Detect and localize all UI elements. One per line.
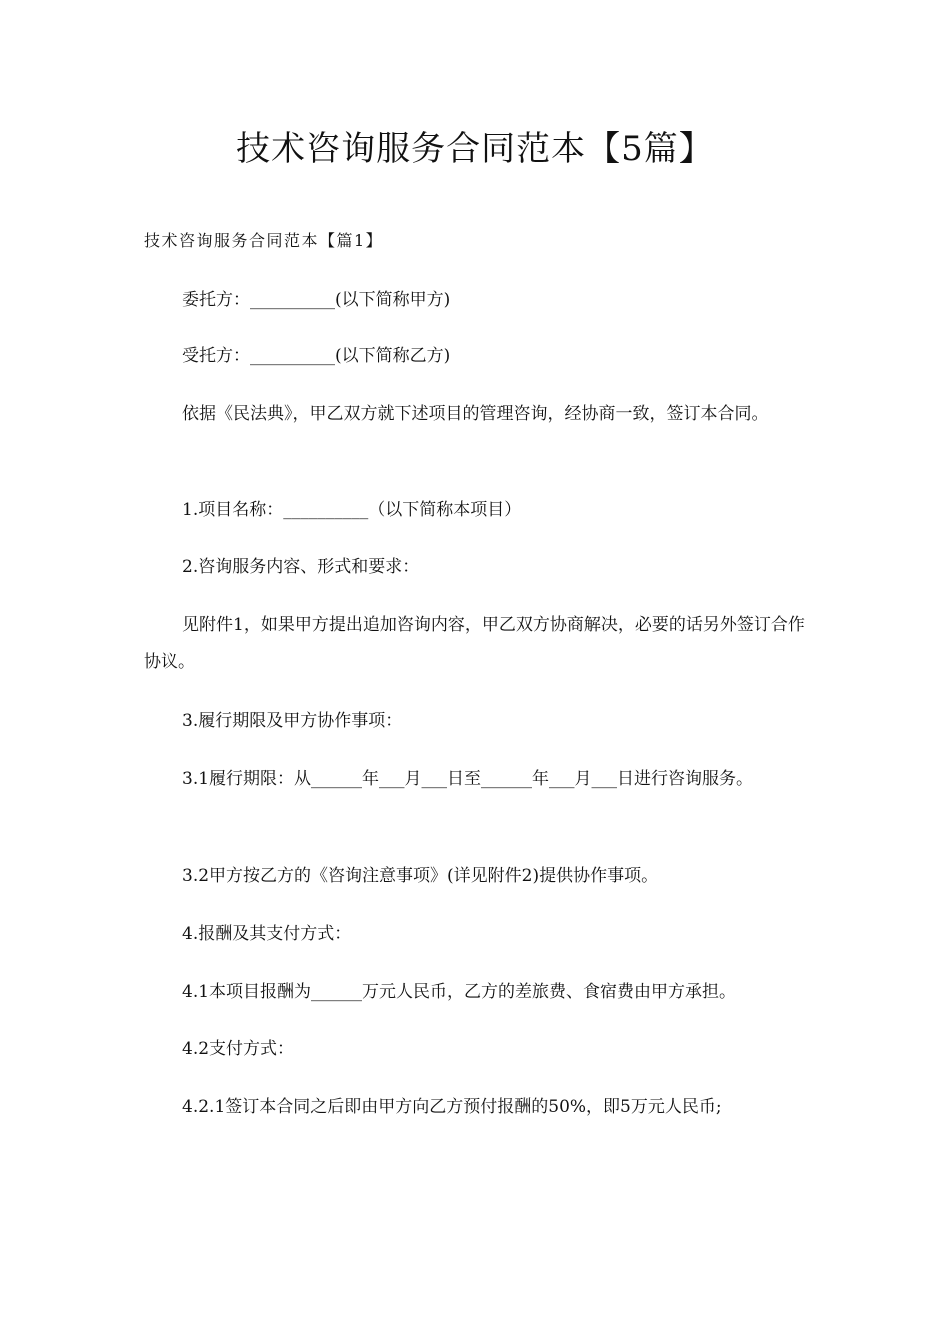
- section-title: 技术咨询服务合同范本【篇1】: [144, 231, 384, 250]
- paragraph-payment-method: 4.2支付方式：: [182, 1039, 295, 1059]
- paragraph-contractor: 受托方：__________(以下简称乙方): [182, 346, 451, 366]
- paragraph-term-period: 3.1履行期限：从______年___月___日至______年___月___日进行咨询服务。: [182, 769, 754, 789]
- paragraph-payment-heading: 4.报酬及其支付方式：: [182, 924, 352, 944]
- document-title: 技术咨询服务合同范本【5篇】: [236, 129, 714, 169]
- paragraph-basis: 依据《民法典》，甲乙双方就下述项目的管理咨询，经协商一致，签订本合同。: [182, 404, 769, 424]
- paragraph-attachment-1: 见附件1，如果甲方提出追加咨询内容，甲乙双方协商解决，必要的话另外签订合作协议。: [144, 615, 805, 672]
- paragraph-fee: 4.1本项目报酬为______万元人民币，乙方的差旅费、食宿费由甲方承担。: [182, 982, 737, 1002]
- paragraph-cooperation: 3.2甲方按乙方的《咨询注意事项》(详见附件2)提供协作事项。: [182, 866, 659, 886]
- paragraph-client: 委托方：__________(以下简称甲方): [182, 290, 451, 310]
- paragraph-service-content: 2.咨询服务内容、形式和要求：: [182, 557, 420, 577]
- paragraph-prepayment: 4.2.1签订本合同之后即由甲方向乙方预付报酬的50%，即5万元人民币;: [182, 1097, 722, 1117]
- paragraph-project-name: 1.项目名称：__________（以下简称本项目）: [182, 500, 522, 520]
- paragraph-term-heading: 3.履行期限及甲方协作事项：: [182, 711, 403, 731]
